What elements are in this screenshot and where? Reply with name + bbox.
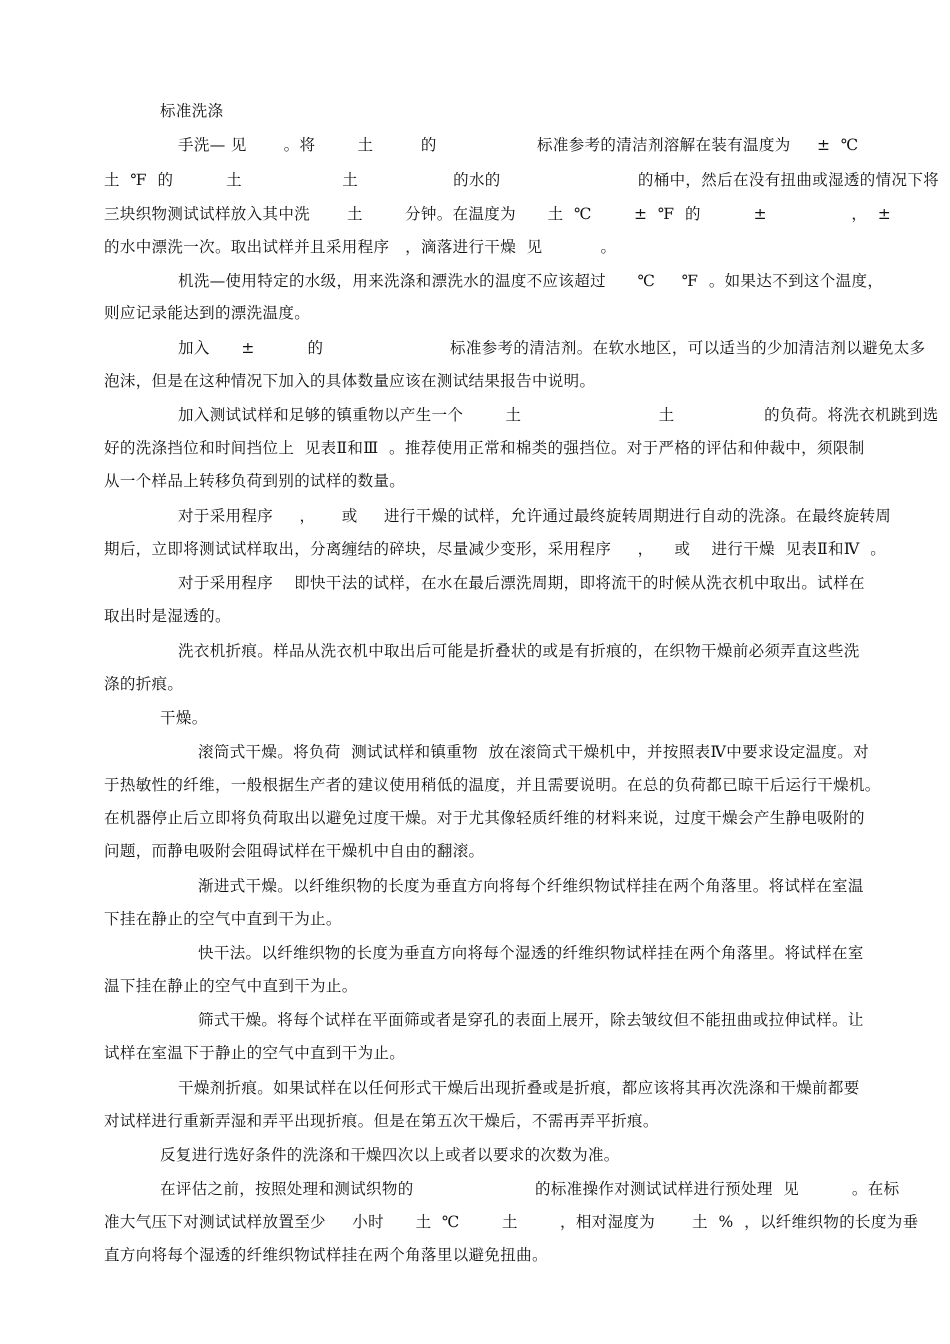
paragraph-conditioning-line-1: 在评估之前，按照处理和测试织物的 的标准操作对测试试样进行预处理 见 。在标 bbox=[160, 1180, 900, 1198]
paragraph-line-dry-line-1: 渐进式干燥。以纤维织物的长度为垂直方向将每个纤维织物试样挂在两个角落里。将试样在室温 bbox=[198, 877, 864, 895]
paragraph-hand-wash-line-3: 三块织物测试试样放入其中洗 土 分钟。在温度为 土 ℃ ± ℉ 的 ± ， ± bbox=[104, 205, 892, 223]
paragraph-washer-creases-line-1: 洗衣机折痕。样品从洗衣机中取出后可能是折叠状的或是有折痕的，在织物干燥前必须弄直这些洗 bbox=[178, 642, 860, 660]
paragraph-procedure-line-2: 期后，立即将测试试样取出，分离缠结的碎块，尽量减少变形，采用程序 ， 或 进行干燥 见表Ⅱ和Ⅳ 。 bbox=[104, 540, 887, 558]
paragraph-machine-wash-line-1: 机洗—使用特定的水级，用来洗涤和漂洗水的温度不应该超过 ℃ ℉ 。如果达不到这个温度， bbox=[178, 272, 884, 290]
paragraph-hand-wash-line-4: 的水中漂洗一次。取出试样并且采用程序 ，滴落进行干燥 见 。 bbox=[104, 238, 617, 256]
paragraph-screen-dry-line-1: 筛式干燥。将每个试样在平面筛或者是穿孔的表面上展开，除去皱纹但不能扭曲或拉伸试样。让 bbox=[198, 1011, 864, 1029]
paragraph-dryer-creases-line-1: 干燥剂折痕。如果试样在以任何形式干燥后出现折叠或是折痕，都应该将其再次洗涤和干燥前都要 bbox=[178, 1079, 860, 1097]
paragraph-drip-line-2: 温下挂在静止的空气中直到干为止。 bbox=[104, 977, 358, 995]
paragraph-load-line-3: 从一个样品上转移负荷到别的试样的数量。 bbox=[104, 472, 406, 490]
section-heading-drying: 干燥。 bbox=[160, 709, 208, 727]
paragraph-repeat-cycles: 反复进行选好条件的洗涤和干燥四次以上或者以要求的次数为准。 bbox=[160, 1146, 620, 1164]
paragraph-tumble-dry-line-2: 于热敏性的纤维，一般根据生产者的建议使用稍低的温度，并且需要说明。在总的负荷都已晾干后运行干燥机。 bbox=[104, 776, 881, 794]
paragraph-drip-dry-line-2: 取出时是湿透的。 bbox=[104, 607, 231, 625]
paragraph-procedure-line-1: 对于采用程序 ， 或 进行干燥的试样，允许通过最终旋转周期进行自动的洗涤。在最终旋转周 bbox=[178, 507, 892, 525]
paragraph-detergent-line-2: 泡沫，但是在这种情况下加入的具体数量应该在测试结果报告中说明。 bbox=[104, 372, 596, 390]
paragraph-load-line-1: 加入测试试样和足够的镇重物以产生一个 土 土 的负荷。将洗衣机跳到选 bbox=[178, 406, 939, 424]
paragraph-screen-dry-line-2: 试样在室温下于静止的空气中直到干为止。 bbox=[104, 1044, 406, 1062]
paragraph-hand-wash-line-2: 土 ℉ 的 土 土 的水的 的桶中，然后在没有扭曲或湿透的情况下将 bbox=[104, 171, 940, 189]
paragraph-load-line-2: 好的洗涤挡位和时间挡位上 见表Ⅱ和Ⅲ 。推荐使用正常和棉类的强挡位。对于严格的评估和仲裁中，须限制 bbox=[104, 439, 865, 457]
paragraph-tumble-dry-line-1: 滚筒式干燥。将负荷 测试试样和镇重物 放在滚筒式干燥机中，并按照表Ⅳ中要求设定温度。对 bbox=[198, 743, 869, 761]
paragraph-machine-wash-line-2: 则应记录能达到的漂洗温度。 bbox=[104, 304, 311, 322]
paragraph-tumble-dry-line-4: 问题，而静电吸附会阻碍试样在干燥机中自由的翻滚。 bbox=[104, 842, 485, 860]
paragraph-conditioning-line-2: 准大气压下对测试试样放置至少 小时 土 ℃ 土 ，相对湿度为 土 % ，以纤维织物的长度为垂 bbox=[104, 1213, 919, 1231]
paragraph-dryer-creases-line-2: 对试样进行重新弄湿和弄平出现折痕。但是在第五次干燥后，不需再弄平折痕。 bbox=[104, 1112, 659, 1130]
paragraph-detergent-line-1: 加入 ± 的 标准参考的清洁剂。在软水地区，可以适当的少加清洁剂以避免太多 bbox=[178, 339, 926, 357]
section-heading-standard-washing: 标准洗涤 bbox=[160, 102, 224, 120]
paragraph-drip-line-1: 快干法。以纤维织物的长度为垂直方向将每个湿透的纤维织物试样挂在两个角落里。将试样在室 bbox=[198, 944, 864, 962]
paragraph-drip-dry-line-1: 对于采用程序 即快干法的试样，在水在最后漂洗周期，即将流干的时候从洗衣机中取出。试样在 bbox=[178, 574, 865, 592]
paragraph-tumble-dry-line-3: 在机器停止后立即将负荷取出以避免过度干燥。对于尤其像轻质纤维的材料来说，过度干燥会产生静电吸附的 bbox=[104, 809, 865, 827]
paragraph-washer-creases-line-2: 涤的折痕。 bbox=[104, 675, 184, 693]
paragraph-hand-wash-line-1: 手洗— 见 。将 土 的 标准参考的清洁剂溶解在装有温度为 ± ℃ bbox=[178, 136, 859, 154]
paragraph-line-dry-line-2: 下挂在静止的空气中直到干为止。 bbox=[104, 910, 342, 928]
paragraph-conditioning-line-3: 直方向将每个湿透的纤维织物试样挂在两个角落里以避免扭曲。 bbox=[104, 1246, 548, 1264]
